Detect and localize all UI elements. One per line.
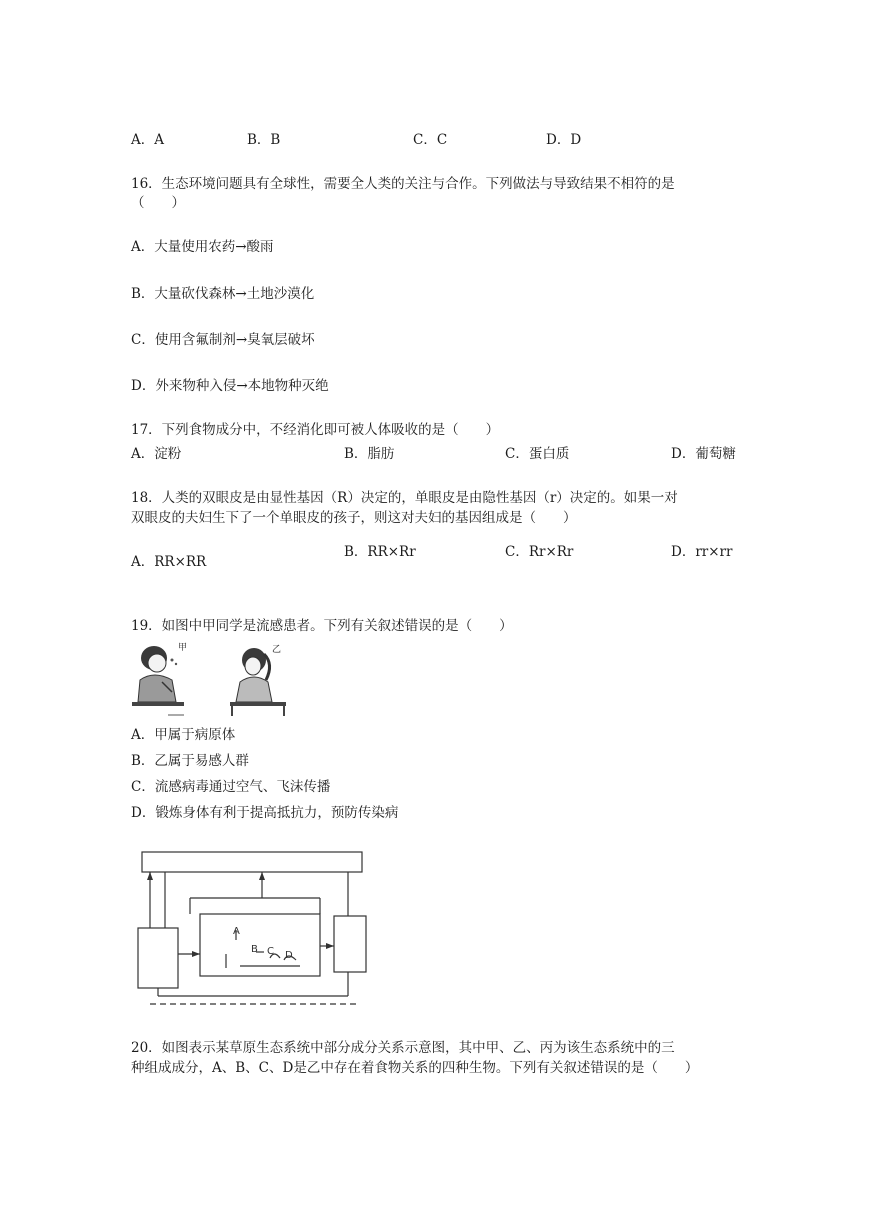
q18-option-b: B．RR×Rr xyxy=(344,544,416,560)
q19-option-a: A．甲属于病原体 xyxy=(131,727,236,743)
q16-stem-line1: 16．生态环境问题具有全球性，需要全人类的关注与合作。下列做法与导致结果不相符的是 xyxy=(131,176,675,192)
q16-option-b: B．大量砍伐森林→土地沙漠化 xyxy=(131,286,315,302)
box-bing xyxy=(334,916,366,972)
q18-stem-line2: 双眼皮的夫妇生下了一个单眼皮的孩子，则这对夫妇的基因组成是（ ） xyxy=(131,510,577,526)
q17-stem: 17．下列食物成分中，不经消化即可被人体吸收的是（ ） xyxy=(131,422,500,438)
q19-stem: 19．如图中甲同学是流感患者。下列有关叙述错误的是（ ） xyxy=(131,618,513,634)
top-box xyxy=(142,852,362,872)
q15-option-d: D．D xyxy=(546,132,582,148)
q15-option-b: B．B xyxy=(247,132,281,148)
q15-option-a: A．A xyxy=(131,132,164,148)
q17-option-c: C．蛋白质 xyxy=(505,446,570,462)
box-jia xyxy=(138,928,178,988)
student-jia-figure xyxy=(132,646,184,715)
q18-option-c: C．Rr×Rr xyxy=(505,544,574,560)
q18-option-a: A．RR×RR xyxy=(131,554,207,570)
q16-option-c: C．使用含氟制剂→臭氧层破坏 xyxy=(131,332,315,348)
q16-stem-line2: （ ） xyxy=(131,195,185,211)
diagram-label-c: C xyxy=(267,946,274,957)
q17-option-a: A．淀粉 xyxy=(131,446,182,462)
diagram-label-a: A xyxy=(233,926,240,937)
q20-ecosystem-diagram xyxy=(130,850,370,1012)
label-yi: 乙 xyxy=(272,645,282,655)
q17-option-d: D．葡萄糖 xyxy=(671,446,736,462)
q16-option-a: A．大量使用农药→酸雨 xyxy=(131,239,274,255)
q19-option-c: C．流感病毒通过空气、飞沫传播 xyxy=(131,779,331,795)
q17-option-b: B．脂肪 xyxy=(344,446,395,462)
q18-stem-line1: 18．人类的双眼皮是由显性基因（R）决定的，单眼皮是由隐性基因（r）决定的。如果一对 xyxy=(131,490,678,506)
student-yi-figure xyxy=(230,648,286,716)
diagram-label-d: D xyxy=(285,950,293,961)
q19-option-d: D．锻炼身体有利于提高抵抗力，预防传染病 xyxy=(131,805,399,821)
q20-stem-line2: 种组成成分，A、B、C、D是乙中存在着食物关系的四种生物。下列有关叙述错误的是（ ） xyxy=(131,1060,699,1076)
q19-figure-students xyxy=(132,640,297,720)
q18-option-d: D．rr×rr xyxy=(671,544,733,560)
box-yi xyxy=(200,914,320,976)
q20-stem-line1: 20．如图表示某草原生态系统中部分成分关系示意图，其中甲、乙、丙为该生态系统中的三 xyxy=(131,1040,675,1056)
label-jia: 甲 xyxy=(178,643,188,653)
diagram-label-b: B xyxy=(251,944,258,955)
q16-option-d: D．外来物种入侵→本地物种灭绝 xyxy=(131,378,329,394)
q19-option-b: B．乙属于易感人群 xyxy=(131,753,249,769)
q15-option-c: C．C xyxy=(413,132,448,148)
